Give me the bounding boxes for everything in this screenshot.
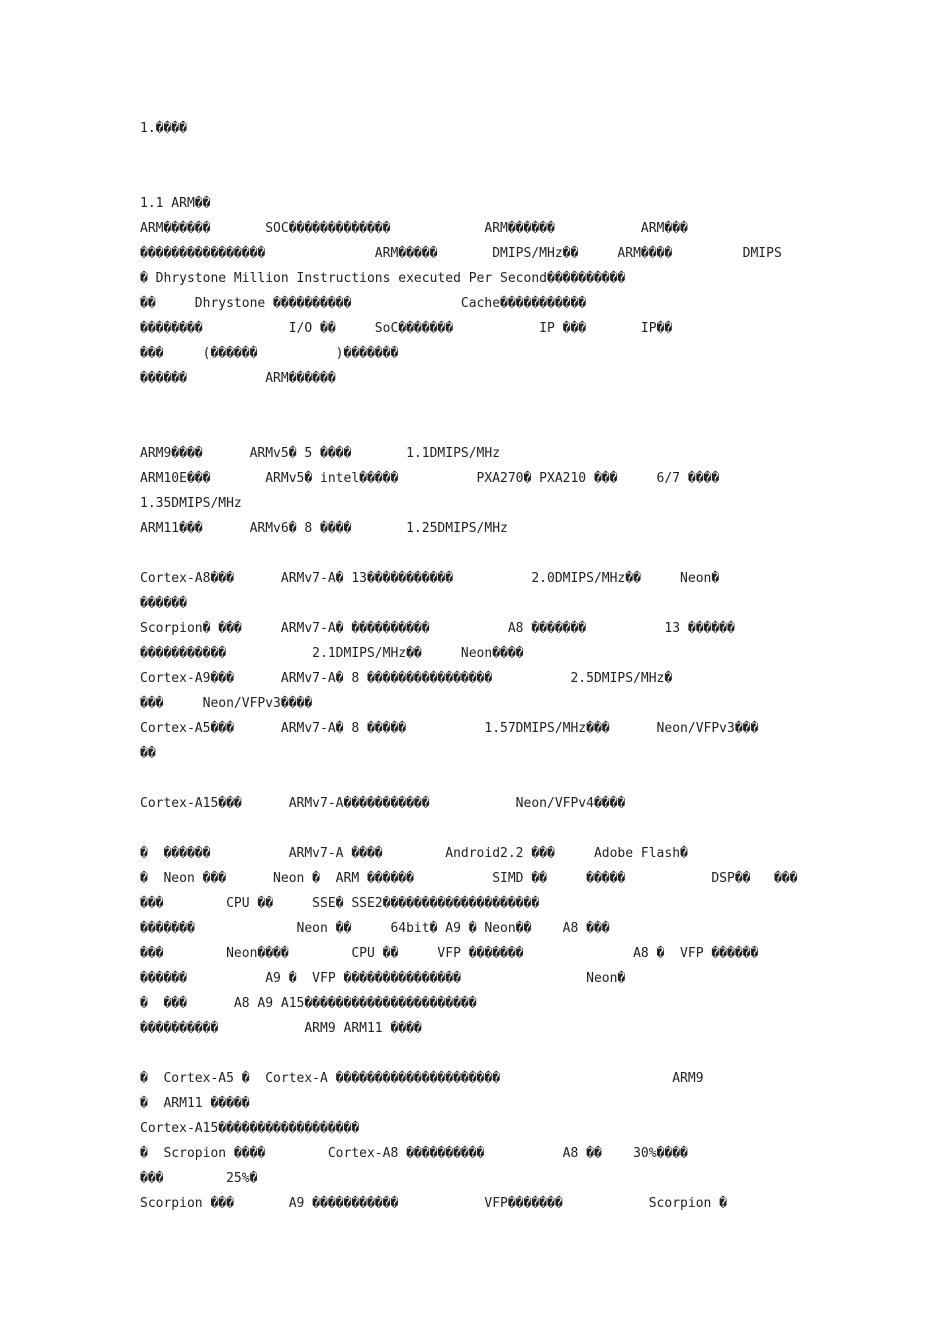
paragraph-line: Scorpion� ��� ARMv7-A� ���������� A8 ������� 13 ������ bbox=[140, 621, 735, 636]
paragraph-line: �� bbox=[140, 746, 156, 761]
paragraph-line: Cortex-A5��� ARMv7-A� 8 ����� 1.57DMIPS/MHz��� Neon/VFPv3��� bbox=[140, 721, 759, 736]
paragraph-line: ��� Neon/VFPv3���� bbox=[140, 696, 313, 711]
paragraph-line: ��� (������ )������� bbox=[140, 346, 399, 361]
paragraph-line: � Cortex-A5 � Cortex-A ��������������������� ARM9 bbox=[140, 1071, 704, 1086]
paragraph-line: ��� CPU �� SSE� SSE2�������������������� bbox=[140, 896, 540, 911]
paragraph-line: ���������� ARM9 ARM11 ���� bbox=[140, 1021, 422, 1036]
paragraph-line: ����������� 2.1DMIPS/MHz�� Neon���� bbox=[140, 646, 524, 661]
paragraph-line: �������� I/O �� SoC������� IP ��� IP�� bbox=[140, 321, 673, 336]
paragraph-line: �� Dhrystone ���������� Cache����������� bbox=[140, 296, 587, 311]
paragraph-line: Scorpion ��� A9 ����������� VFP������� Scorpion � bbox=[140, 1196, 727, 1211]
paragraph-line: ������� Neon �� 64bit� A9 � Neon�� A8 ��� bbox=[140, 921, 610, 936]
paragraph-line: Cortex-A15��� ARMv7-A����������� Neon/VFPv4���� bbox=[140, 796, 626, 811]
paragraph-line: � ������ ARMv7-A ���� Android2.2 ��� Adobe Flash� bbox=[140, 846, 688, 861]
paragraph-line: ARM10E��� ARMv5� intel����� PXA270� PXA210 ��� 6/7 ���� bbox=[140, 471, 720, 486]
paragraph-line: ������ ARM������ bbox=[140, 371, 336, 386]
paragraph-line: Cortex-A8��� ARMv7-A� 13����������� 2.0DMIPS/MHz�� Neon� bbox=[140, 571, 720, 586]
paragraph-line: 1.35DMIPS/MHz bbox=[140, 496, 242, 511]
paragraph-line: � Dhrystone Million Instructions executed Per Second���������� bbox=[140, 271, 626, 286]
paragraph-line: ARM11��� ARMv6� 8 ���� 1.25DMIPS/MHz bbox=[140, 521, 508, 536]
paragraph-line: ��� Neon���� CPU �� VFP ������� A8 � VFP ������ bbox=[140, 946, 759, 961]
paragraph-line: ��� 25%� bbox=[140, 1171, 258, 1186]
paragraph-line: Cortex-A9��� ARMv7-A� 8 ���������������� 2.5DMIPS/MHz� bbox=[140, 671, 673, 686]
paragraph-line: ARM������ SOC������������� ARM������ ARM��� bbox=[140, 221, 688, 236]
paragraph-line: � Neon ��� Neon � ARM ������ SIMD �� ����� DSP�� ��� bbox=[140, 871, 798, 886]
subsection-heading: 1.1 ARM�� bbox=[140, 196, 211, 211]
section-heading: 1.���� bbox=[140, 121, 187, 136]
paragraph-line: ������ A9 � VFP ��������������� Neon� bbox=[140, 971, 626, 986]
paragraph-line: � Scropion ���� Cortex-A8 ���������� A8 �� 30%���� bbox=[140, 1146, 688, 1161]
paragraph-line: ���������������� ARM����� DMIPS/MHz�� ARM���� DMIPS bbox=[140, 246, 782, 261]
paragraph-line: ARM9���� ARMv5� 5 ���� 1.1DMIPS/MHz bbox=[140, 446, 501, 461]
paragraph-line: � ��� A8 A9 A15���������������������� bbox=[140, 996, 477, 1011]
paragraph-line: Cortex-A15������������������ bbox=[140, 1121, 360, 1136]
paragraph-line: � ARM11 ����� bbox=[140, 1096, 250, 1111]
paragraph-line: ������ bbox=[140, 596, 187, 611]
